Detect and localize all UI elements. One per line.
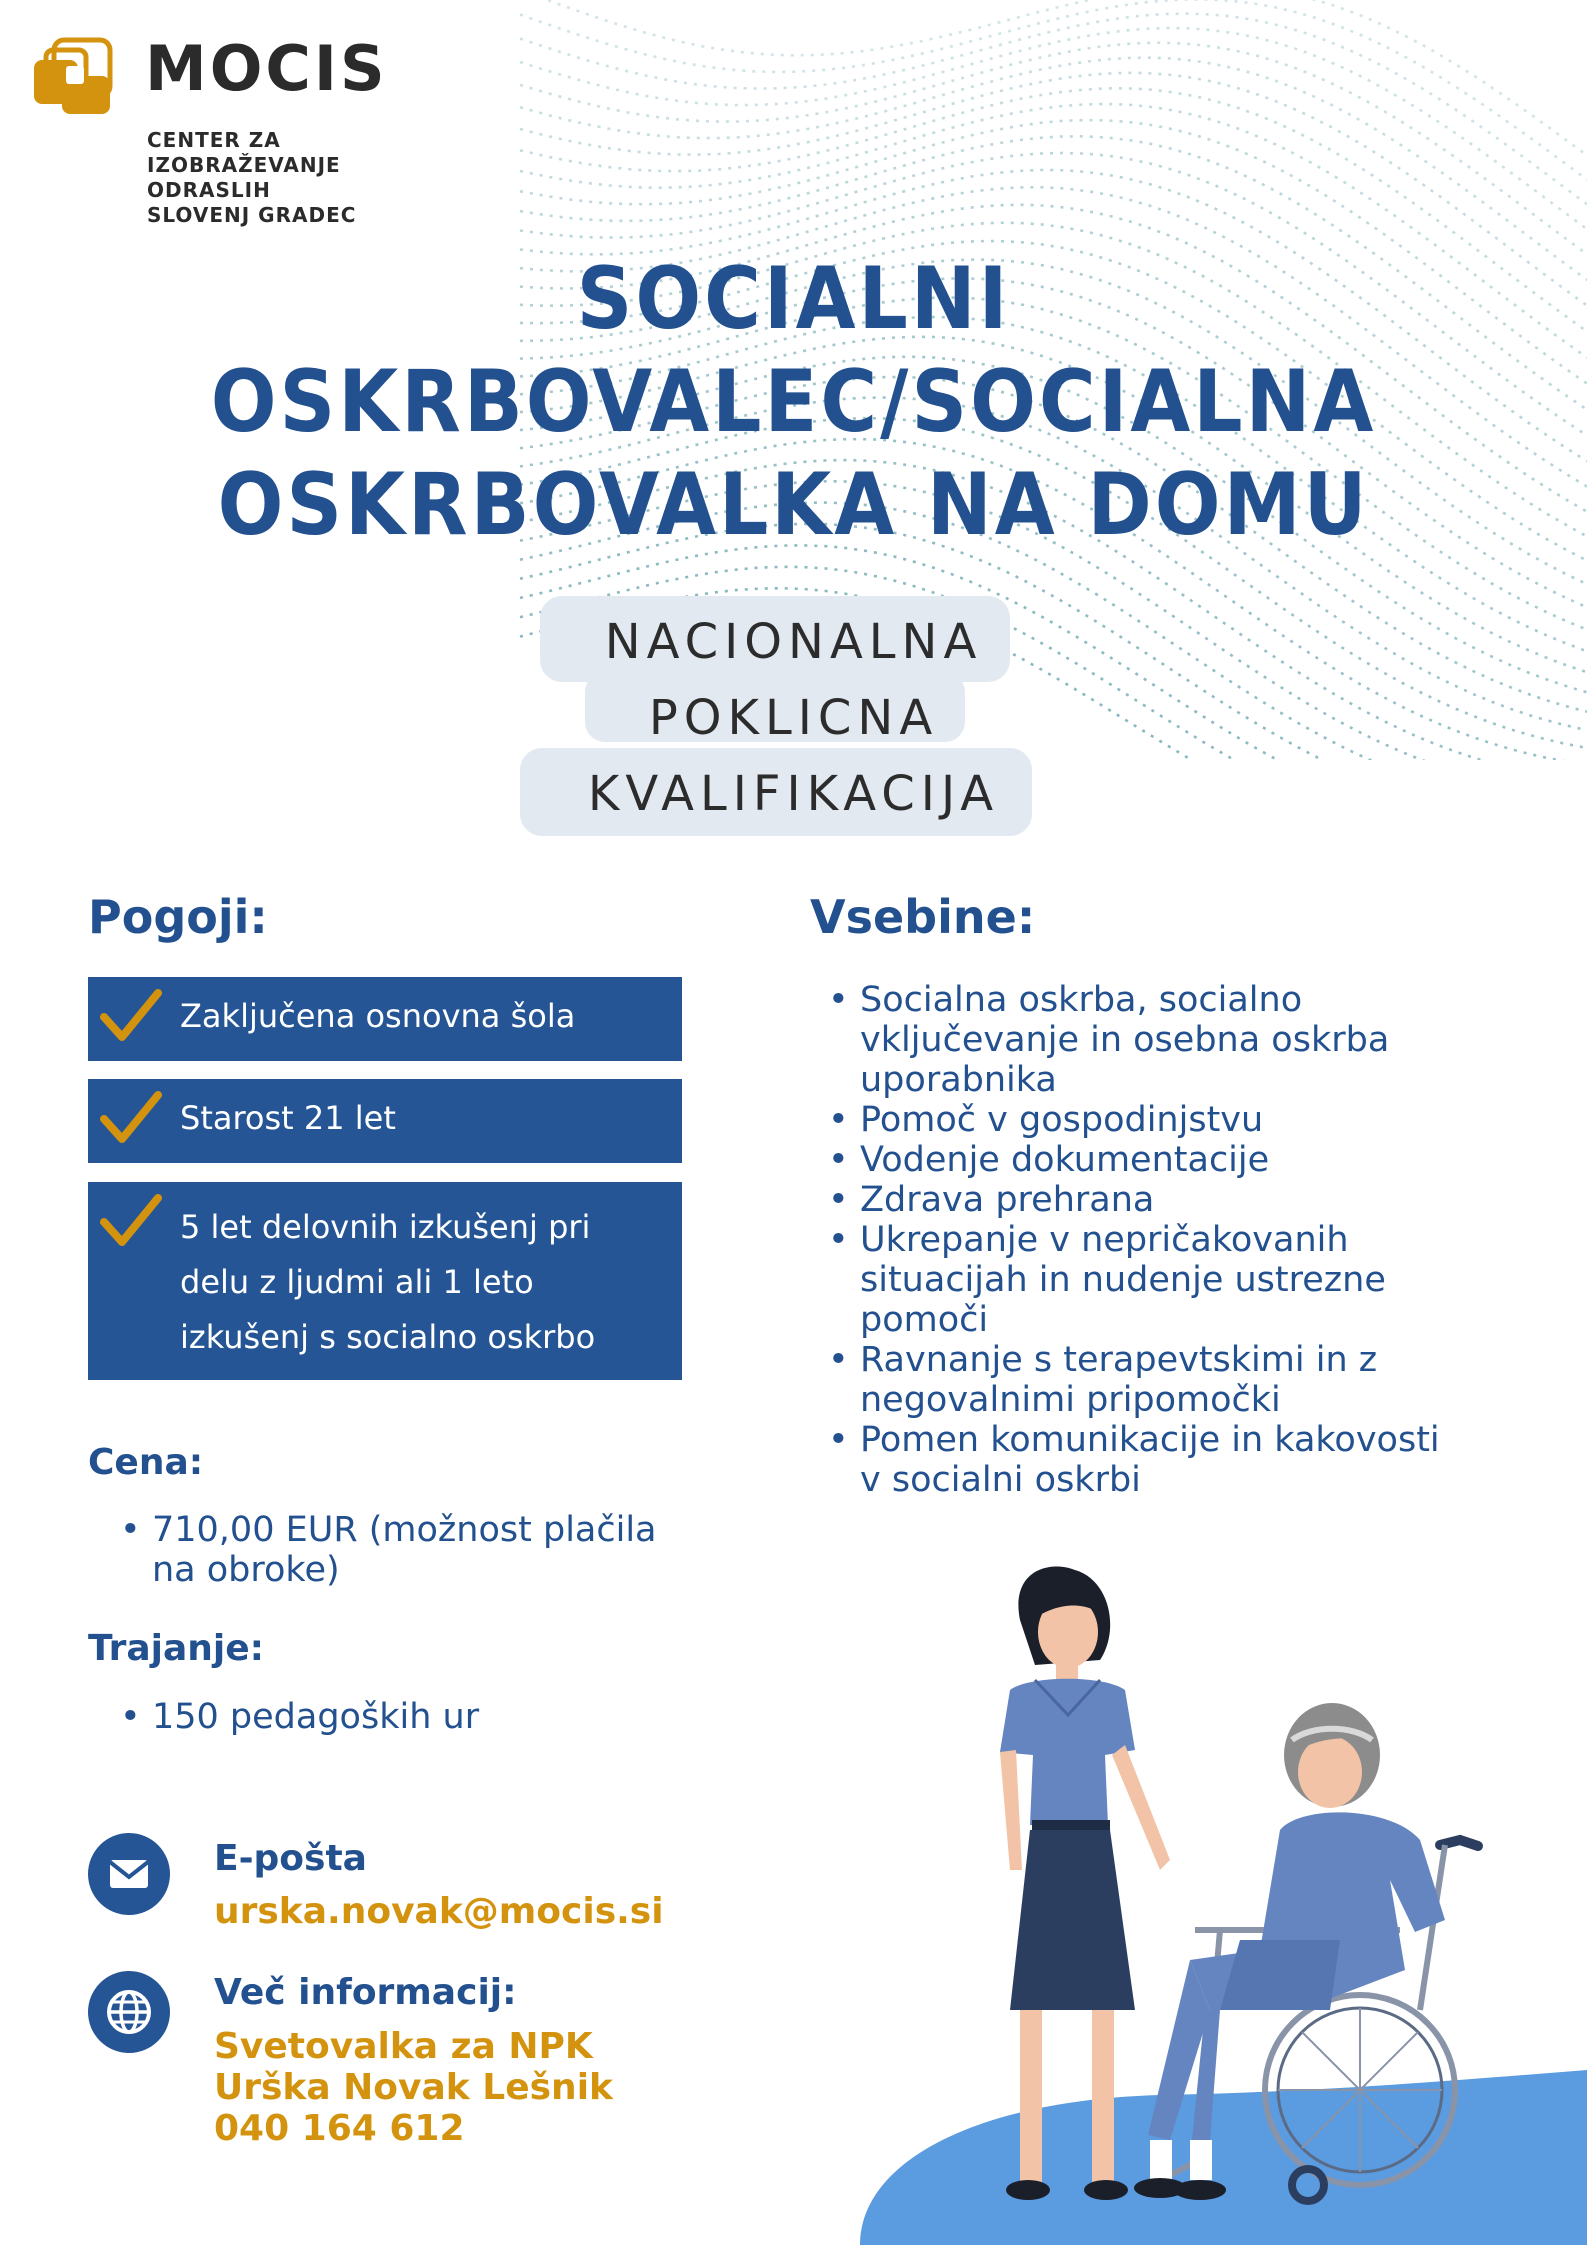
condition-item <box>88 1079 682 1163</box>
badge-line: KVALIFIKACIJA <box>587 766 1000 822</box>
info-line: Urška Novak Lešnik <box>214 2067 613 2108</box>
conditions-heading: Pogoji: <box>88 890 268 944</box>
condition-item <box>88 1182 682 1380</box>
caregiver-illustration <box>860 1540 1587 2245</box>
info-details <box>214 2026 613 2149</box>
globe-icon <box>88 1971 170 2053</box>
condition-text: Zaključena osnovna šola <box>180 997 576 1035</box>
list-item: • Pomen komunikacije in kakovosti v socialni oskrbi <box>828 1420 1468 1500</box>
info-line: 040 164 612 <box>214 2108 465 2149</box>
list-item: • Socialna oskrba, socialno vključevanje in osebna oskrba uporabnika <box>828 980 1468 1100</box>
mocis-logo-icon <box>32 36 114 118</box>
page-title <box>0 248 1587 557</box>
condition-text: 5 let delovnih izkušenj pri delu z ljudmi ali 1 leto izkušenj s socialno oskrbo <box>180 1208 596 1356</box>
list-item: • Pomoč v gospodinjstvu <box>828 1100 1468 1140</box>
info-line: Svetovalka za NPK <box>214 2026 593 2067</box>
logo-subtitle-line: CENTER ZA <box>147 128 281 152</box>
list-item: • Ravnanje s terapevtskimi in z negovalnimi pripomočki <box>828 1340 1468 1420</box>
checkmark-icon <box>100 1089 162 1149</box>
logo-subtitle-line: IZOBRAŽEVANJE <box>147 153 341 177</box>
condition-text: Starost 21 let <box>180 1099 396 1137</box>
info-label: Več informacij: <box>214 1972 517 2013</box>
contents-list <box>828 980 1468 1500</box>
contents-heading: Vsebine: <box>810 890 1036 944</box>
price-heading: Cena: <box>88 1442 204 1483</box>
title-line: OSKRBOVALEC/SOCIALNA <box>210 352 1377 452</box>
logo-subtitle <box>147 128 356 228</box>
price-list <box>120 1510 680 1590</box>
checkmark-icon <box>100 987 162 1047</box>
list-item: • 710,00 EUR (možnost plačila na obroke) <box>120 1510 680 1590</box>
email-link[interactable]: urska.novak@mocis.si <box>214 1891 664 1932</box>
list-item: • 150 pedagoških ur <box>120 1697 680 1737</box>
duration-list <box>120 1697 680 1737</box>
list-item: • Ukrepanje v nepričakovanih situacijah in nudenje ustrezne pomoči <box>828 1220 1468 1340</box>
logo-name: MOCIS <box>145 32 388 105</box>
logo-subtitle-line: SLOVENJ GRADEC <box>147 203 357 227</box>
email-label: E-pošta <box>214 1838 367 1879</box>
list-item: • Zdrava prehrana <box>828 1180 1468 1220</box>
list-item: • Vodenje dokumentacije <box>828 1140 1468 1180</box>
duration-heading: Trajanje: <box>88 1628 265 1669</box>
condition-item <box>88 977 682 1061</box>
floor-shape <box>860 2070 1587 2245</box>
logo-subtitle-line: ODRASLIH <box>147 178 271 202</box>
email-icon <box>88 1833 170 1915</box>
badge-line: NACIONALNA <box>604 614 983 670</box>
title-line: OSKRBOVALKA NA DOMU <box>217 455 1370 555</box>
checkmark-icon <box>100 1192 162 1252</box>
badge-line: POKLICNA <box>648 690 939 746</box>
title-line: SOCIALNI <box>576 249 1011 349</box>
